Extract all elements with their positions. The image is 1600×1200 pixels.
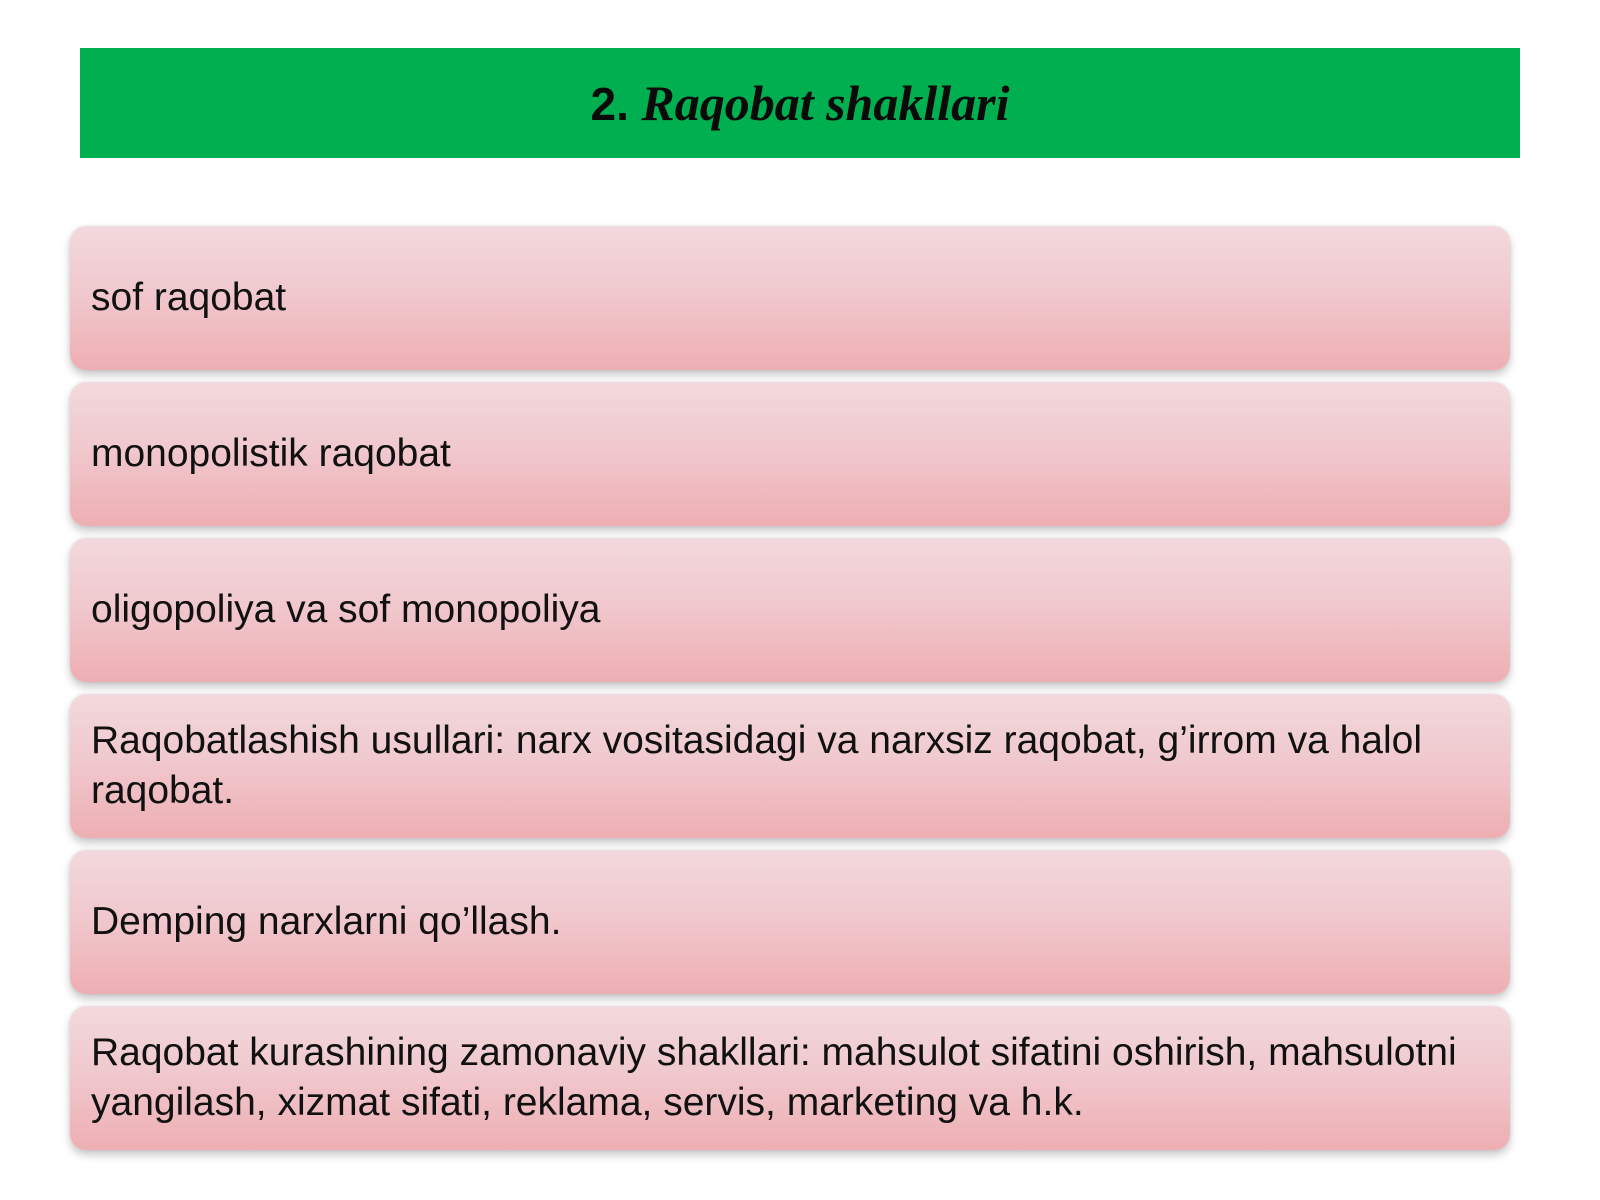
list-item [70,226,1510,370]
forms-list [70,226,1510,1162]
slide-title-bar [80,48,1520,158]
list-item [70,694,1510,838]
slide-title-number: 2. [590,78,629,130]
list-item-text: Raqobatlashish usullari: narx vositasidagi va narxsiz raqobat, g’irrom va halol raqobat. [91,719,1422,812]
list-item-text: sof raqobat [91,276,287,319]
list-item-text: Demping narxlarni qo’llash. [91,900,562,943]
slide-title [590,75,1010,131]
list-item [70,538,1510,682]
list-item-text: monopolistik raqobat [91,432,451,475]
list-item [70,850,1510,994]
list-item-text: oligopoliya va sof monopoliya [91,588,601,631]
list-item-text: Raqobat kurashining zamonaviy shakllari: mahsulot sifatini oshirish, mahsulotni yangilash, xizmat sifati, reklama, servis, marketing va h.k. [91,1031,1457,1124]
list-item [70,382,1510,526]
slide-title-text: Raqobat shakllari [641,75,1010,131]
list-item [70,1006,1510,1150]
